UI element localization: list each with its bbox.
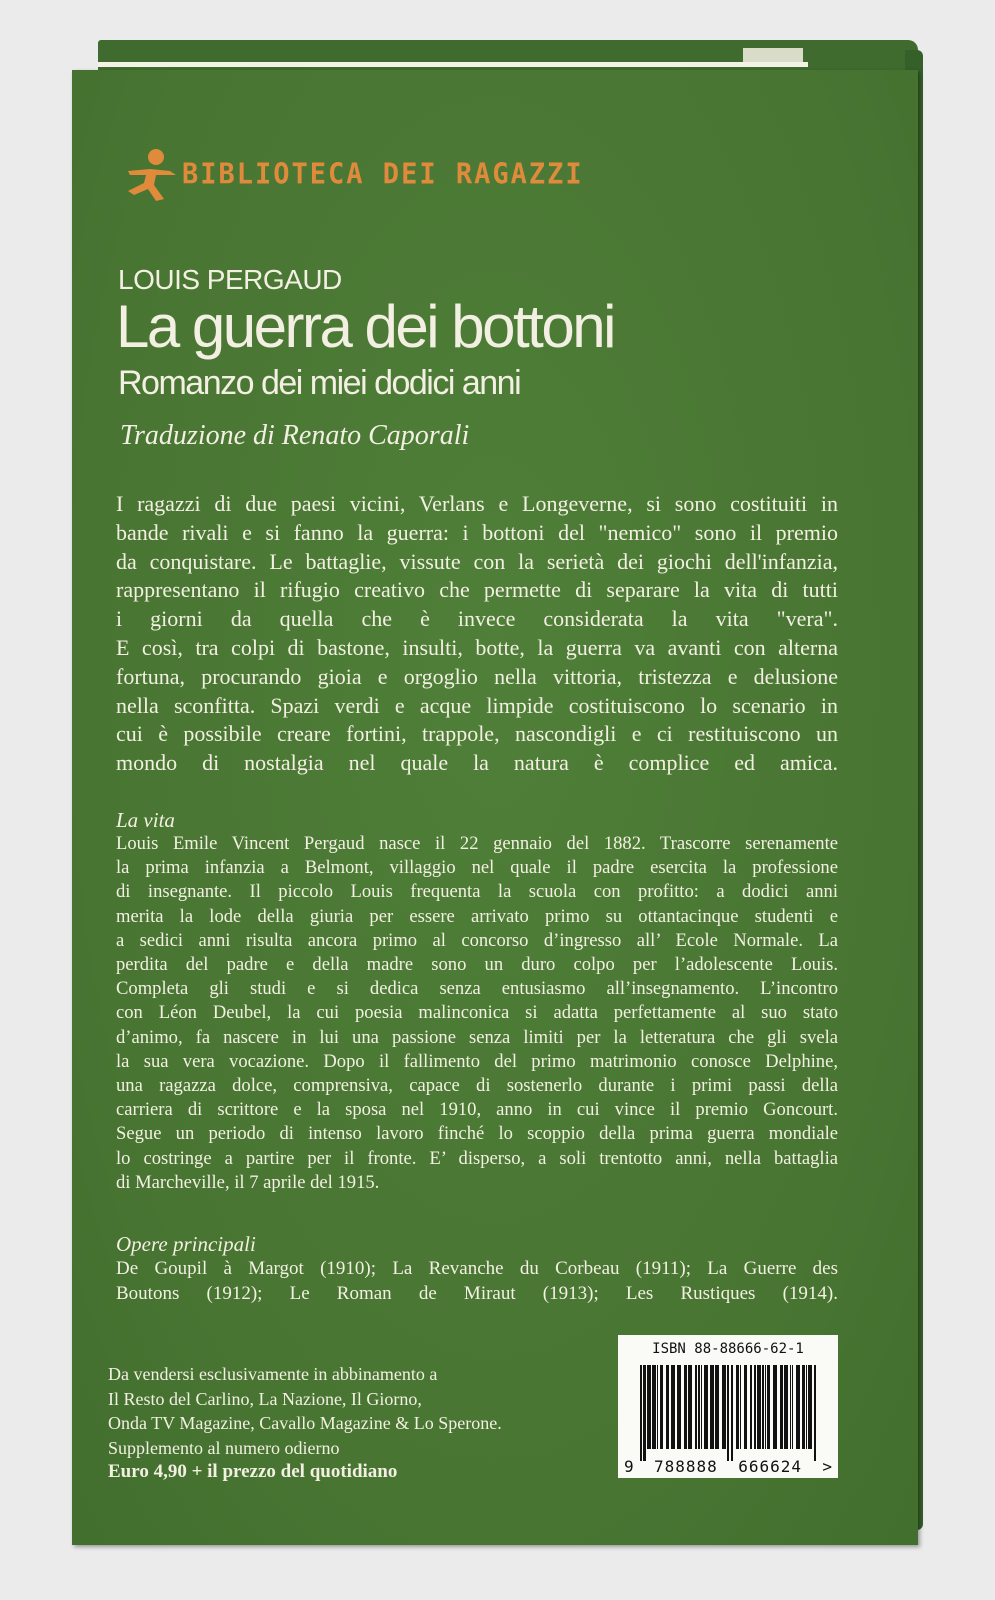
- barcode-bar: [790, 1365, 791, 1449]
- text-line: i giorni da quella che è invece considerata la vita "vera".: [116, 606, 838, 632]
- text-line: rappresentano il rifugio creativo che permette di separare la vita di tutti: [116, 577, 838, 603]
- barcode-bar: [757, 1365, 761, 1449]
- book-back-cover: [72, 70, 918, 1545]
- text-line: la sua vera vocazione. Dopo il fallimento del primo matrimonio conosce Delphine,: [116, 1050, 838, 1072]
- barcode-bar: [640, 1365, 642, 1461]
- sale-line: Onda TV Magazine, Cavallo Magazine & Lo Sperone.: [108, 1413, 502, 1433]
- biography-heading: La vita: [116, 808, 175, 832]
- barcode-bar: [754, 1365, 756, 1449]
- barcode-bar: [722, 1365, 726, 1449]
- text-line: d’animo, fa nascere in lui una passione senza limiti per la letteratura che gli svela: [116, 1026, 838, 1048]
- barcode-bar: [750, 1365, 752, 1449]
- barcode-bar: [744, 1365, 747, 1449]
- barcode-bar: [727, 1365, 729, 1461]
- price: Euro 4,90 + il prezzo del quotidiano: [108, 1461, 398, 1482]
- barcode-bar: [736, 1365, 739, 1449]
- barcode-bar: [698, 1365, 700, 1449]
- barcode-bar: [677, 1365, 681, 1449]
- text-line: fortuna, procurando gioia e orgoglio nella vittoria, tristezza e delusione: [116, 663, 838, 689]
- text-line: la prima infanzia a Belmont, villaggio nel quale il padre esercita la professione: [116, 857, 838, 879]
- sale-line: Supplemento al numero odierno: [108, 1437, 340, 1458]
- sale-notice: [108, 1362, 502, 1485]
- text-line: con Léon Deubel, la cui poesia malinconica si adatta perfettamente al suo stato: [116, 1002, 838, 1024]
- text-line: E così, tra colpi di bastone, insulti, botte, la guerra va avanti con alterna: [116, 634, 838, 660]
- barcode-bar: [652, 1365, 656, 1449]
- text-line: bande rivali e si fanno la guerra: i bottoni del "nemico" sono il premio: [116, 519, 838, 545]
- barcode-bar: [796, 1365, 800, 1449]
- sale-line: Il Resto del Carlino, La Nazione, Il Giorno,: [108, 1388, 422, 1409]
- text-line: merita la lode della giuria per essere arrivato primo su ottantacinque studenti e: [116, 905, 838, 927]
- barcode-bar: [666, 1365, 669, 1449]
- barcode-bar: [688, 1365, 692, 1449]
- barcode-bar: [740, 1365, 741, 1449]
- text-line: carriera di scrittore e la sposa nel 1910, anno in cui vince il premio Goncourt.: [116, 1099, 838, 1121]
- barcode-bar: [806, 1365, 807, 1449]
- book-subtitle: Romanzo dei miei dodici anni: [118, 364, 521, 402]
- barcode-bar: [780, 1365, 783, 1449]
- barcode-bar: [792, 1365, 793, 1449]
- synopsis: [116, 490, 838, 778]
- text-line: a sedici anni risulta ancora primo al concorso d’ingresso all’ Ecole Normale. La: [116, 929, 838, 951]
- text-line: De Goupil à Margot (1910); La Revanche du Corbeau (1911); La Guerre des: [116, 1258, 838, 1279]
- text-line: I ragazzi di due paesi vicini, Verlans e Longeverne, si sono costituiti in: [116, 491, 838, 516]
- barcode-bar: [704, 1365, 708, 1449]
- barcode-bar: [802, 1365, 805, 1449]
- barcode-bar: [784, 1365, 788, 1449]
- text-line: nella sconfitta. Spazi verdi e acque limpide costituiscono lo scenario in: [116, 692, 838, 718]
- works-section: [116, 1232, 838, 1306]
- sale-line: Da vendersi esclusivamente in abbinamento a: [108, 1364, 438, 1384]
- text-line: perdita del padre e della madre sono un duro colpo per l’adolescente Louis.: [116, 954, 838, 976]
- barcode-bar: [808, 1365, 812, 1449]
- book-title: La guerra dei bottoni: [116, 293, 614, 360]
- text-line: Louis Emile Vincent Pergaud nasce il 22 gennaio del 1882. Trascorre serenamente: [116, 833, 838, 854]
- barcode-bar: [767, 1365, 770, 1449]
- barcode-bar: [657, 1365, 658, 1449]
- series-logo: BIBLIOTECA DEI RAGAZZI: [120, 145, 584, 203]
- biography-section: [116, 808, 838, 1195]
- text-line: di insegnante. Il piccolo Louis frequenta la scuola con profitto: a dodici anni: [116, 881, 838, 903]
- isbn-barcode: [618, 1335, 838, 1478]
- barcode-bar: [715, 1365, 719, 1449]
- barcode-bar: [731, 1365, 733, 1461]
- text-line: di Marcheville, il 7 aprile del 1915.: [116, 1171, 380, 1193]
- barcode-bar: [814, 1365, 816, 1461]
- barcode-bar: [762, 1365, 764, 1449]
- text-line: Segue un periodo di intenso lavoro finché lo scoppio della prima guerra mondiale: [116, 1123, 838, 1145]
- running-child-icon: [120, 145, 180, 203]
- barcode-bar: [701, 1365, 702, 1449]
- barcode-bar: [647, 1365, 651, 1449]
- text-line: cui è possibile creare fortini, trappole, nascondigli e ci restituiscono un: [116, 721, 838, 747]
- barcode-bar: [710, 1365, 714, 1449]
- isbn-number: ISBN 88-88666-62-1: [652, 1341, 804, 1357]
- barcode-bar: [684, 1365, 687, 1449]
- barcode-bars: [640, 1365, 816, 1461]
- barcode-bar: [695, 1365, 697, 1449]
- barcode-bar: [765, 1365, 766, 1449]
- text-line: lo costringe a partire per il fronte. E’ disperso, a soli trentotto anni, nella battaglia: [116, 1147, 838, 1169]
- barcode-bar: [773, 1365, 777, 1449]
- text-line: Boutons (1912); Le Roman de Miraut (1913); Les Rustiques (1914).: [116, 1283, 838, 1304]
- author-name: LOUIS PERGAUD: [118, 264, 342, 295]
- barcode-bar: [671, 1365, 675, 1449]
- works-heading: Opere principali: [116, 1232, 256, 1256]
- text-line: una ragazza dolce, comprensiva, capace di sostenerlo durante i primi passi della: [116, 1075, 838, 1097]
- text-line: Completa gli studi e si dedica senza entusiasmo all’insegnamento. L’incontro: [116, 978, 838, 1000]
- text-line: da conquistare. Le battaglie, vissute con la serietà dei giochi dell'infanzia,: [116, 548, 838, 574]
- barcode-bar: [660, 1365, 663, 1449]
- jacket-top-edge: [98, 40, 918, 72]
- barcode-bar: [643, 1365, 646, 1461]
- text-line: mondo di nostalgia nel quale la natura è complice ed amica.: [116, 750, 838, 776]
- ean-digits: 9 788888 666624 >: [624, 1457, 832, 1476]
- translator-credit: Traduzione di Renato Caporali: [120, 420, 470, 451]
